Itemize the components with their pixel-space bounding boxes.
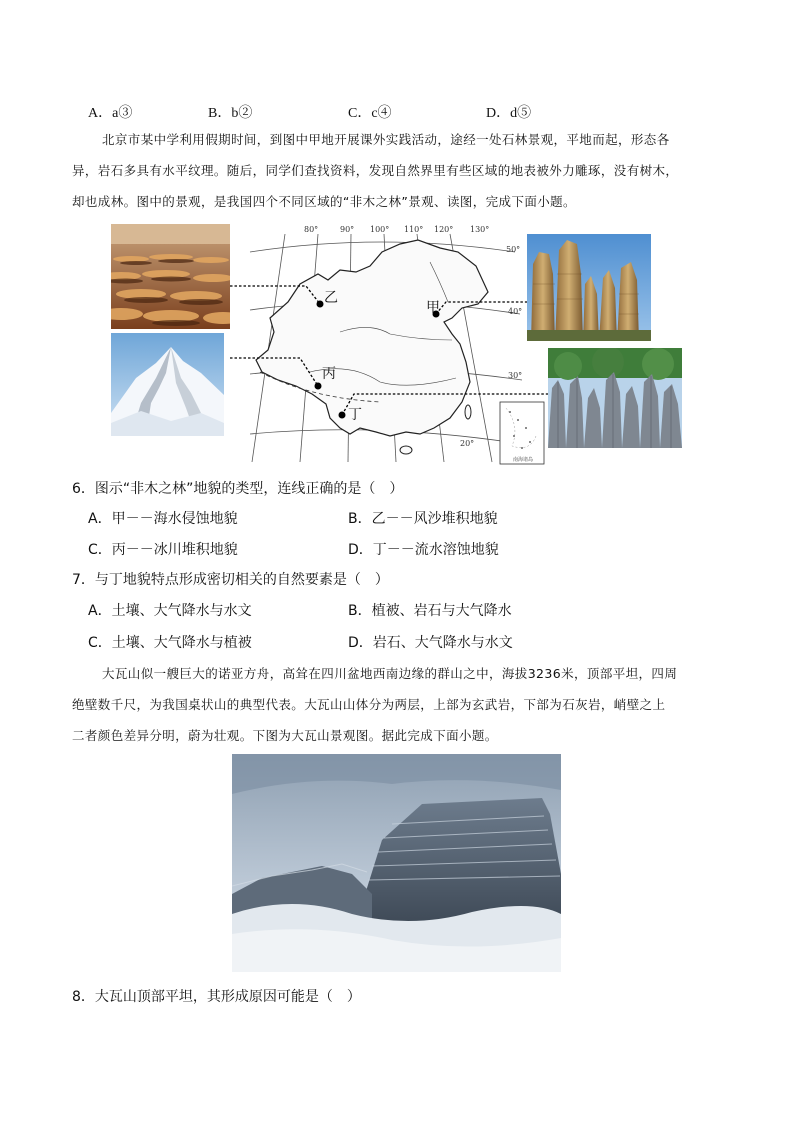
wawu-paragraph — [72, 658, 732, 751]
lat-label-50: 50° — [506, 245, 521, 254]
snow-mountain-photo — [111, 333, 224, 436]
lon-label-100: 100° — [370, 225, 390, 234]
china-map — [230, 222, 555, 468]
south-china-sea-inset — [500, 402, 544, 464]
desert-photo — [111, 224, 230, 329]
intro-paragraph — [72, 124, 732, 217]
dawashan-photo — [232, 754, 561, 972]
lon-label-90: 90° — [340, 225, 355, 234]
option-b: B．b② — [208, 106, 253, 121]
inset-caption: 南海诸岛 — [513, 457, 534, 463]
china-outline — [256, 240, 488, 436]
q6-option-b: B．乙－－风沙堆积地貌 — [348, 511, 498, 527]
lat-label-20: 20° — [460, 439, 475, 448]
q6-option-a: A．甲－－海水侵蚀地貌 — [88, 511, 238, 527]
lon-label-130: 130° — [470, 225, 490, 234]
q7-stem: 7．与丁地貌特点形成密切相关的自然要素是（ ） — [72, 572, 389, 588]
intro-line-2: 异，岩石多具有水平纹理。随后，同学们查找资料，发现自然界里有些区域的地表被外力雕琢，没有树木， — [72, 163, 679, 178]
option-a: A．a③ — [88, 106, 133, 121]
lat-label-30: 30° — [508, 371, 523, 380]
stone-forest-photo — [527, 234, 651, 341]
taiwan-island — [465, 405, 471, 419]
intro-line-1: 北京市某中学利用假期时间，到图中甲地开展课外实践活动，途经一处石林景观，平地而起，形态各 — [102, 132, 670, 147]
q6-stem: 6．图示“非木之林”地貌的类型，连线正确的是（ ） — [72, 481, 404, 497]
option-c: C．c④ — [348, 106, 392, 121]
q7-option-b: B．植被、岩石与大气降水 — [348, 603, 512, 619]
place-bing: 丙 — [322, 366, 336, 382]
place-jia: 甲 — [426, 300, 440, 316]
wawu-line-2: 绝壁数千尺，为我国桌状山的典型代表。大瓦山山体分为两层，上部为玄武岩，下部为石灰岩，峭壁之上 — [72, 697, 666, 712]
lon-label-110: 110° — [404, 225, 424, 234]
wawu-line-3: 二者颜色差异分明，蔚为壮观。下图为大瓦山景观图。据此完成下面小题。 — [72, 728, 498, 743]
wawu-line-1: 大瓦山似一艘巨大的诺亚方舟，高耸在四川盆地西南边缘的群山之中，海拔3236米，顶部平坦，四周 — [102, 666, 678, 681]
q6-option-d: D．丁－－流水溶蚀地貌 — [348, 542, 499, 558]
q6-option-c: C．丙－－冰川堆积地貌 — [88, 542, 238, 558]
q8-stem: 8．大瓦山顶部平坦，其形成原因可能是（ ） — [72, 989, 361, 1005]
lon-label-80: 80° — [304, 225, 319, 234]
lat-label-40: 40° — [508, 307, 523, 316]
option-d: D．d⑤ — [486, 106, 532, 121]
karst-photo — [548, 348, 682, 448]
q7-option-c: C．土壤、大气降水与植被 — [88, 635, 252, 651]
place-yi: 乙 — [324, 290, 338, 306]
hainan-island — [400, 446, 412, 454]
q7-option-d: D．岩石、大气降水与水文 — [348, 635, 513, 651]
place-ding: 丁 — [348, 407, 362, 423]
lon-label-120: 120° — [434, 225, 454, 234]
q7-option-a: A．土壤、大气降水与水文 — [88, 603, 252, 619]
intro-line-3: 却也成林。图中的景观，是我国四个不同区域的“非木之林”景观、读图，完成下面小题。 — [72, 194, 576, 209]
bing-point — [315, 383, 322, 390]
